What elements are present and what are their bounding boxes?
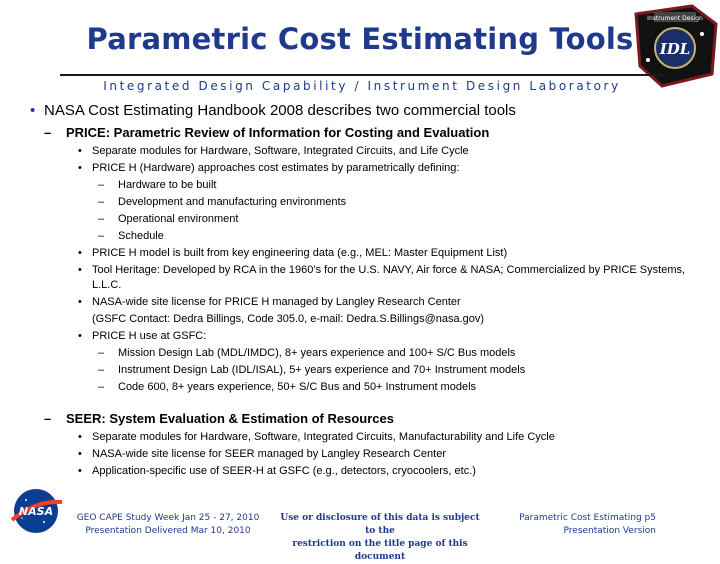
price-bullet: • NASA-wide site license for PRICE H managed by Langley Research Center — [78, 296, 461, 308]
slide-subtitle: Integrated Design Capability / Instrument Design Laboratory — [103, 79, 621, 93]
price-bullet: • PRICE H use at GSFC: — [78, 330, 207, 342]
price-subbullet: – Mission Design Lab (MDL/IMDC), 8+ years experience and 100+ S/C Bus models — [98, 347, 516, 359]
slide-content — [30, 102, 710, 481]
price-heading: – PRICE: Parametric Review of Information for Costing and Evaluation — [44, 125, 490, 140]
intro-bullet: • NASA Cost Estimating Handbook 2008 describes two commercial tools — [30, 102, 516, 119]
seer-bullet: • Separate modules for Hardware, Software, Integrated Circuits, Manufacturability and Life Cycle — [78, 431, 555, 443]
intro-text: NASA Cost Estimating Handbook 2008 describes two commercial tools — [44, 102, 516, 119]
price-subbullet: – Operational environment — [98, 213, 239, 225]
price-bullet-continuation: (GSFC Contact: Dedra Billings, Code 305.0, e-mail: Dedra.S.Billings@nasa.gov) — [92, 313, 485, 325]
price-subbullet: – Hardware to be built — [98, 179, 217, 191]
slide-title: Parametric Cost Estimating Tools — [86, 22, 634, 56]
footer-right: Parametric Cost Estimating p5 Presentation Version — [519, 513, 656, 536]
nasa-logo — [10, 486, 64, 536]
price-subbullet: – Development and manufacturing environments — [98, 196, 347, 208]
svg-text:IDL: IDL — [659, 40, 691, 58]
seer-bullet: • Application-specific use of SEER-H at GSFC (e.g., detectors, cryocoolers, etc.) — [78, 465, 476, 477]
header-rule — [60, 74, 664, 76]
seer-heading: – SEER: System Evaluation & Estimation of Resources — [44, 411, 394, 426]
svg-text:NASA: NASA — [18, 505, 54, 518]
seer-bullet: • NASA-wide site license for SEER managed by Langley Research Center — [78, 448, 447, 460]
price-subbullet: – Instrument Design Lab (IDL/ISAL), 5+ years experience and 70+ Instrument models — [98, 364, 526, 376]
price-bullet: • Tool Heritage: Developed by RCA in the 1960’s for the U.S. NAVY, Air force & NASA; Commercialized by PRICE Systems, L.L.C. — [78, 264, 686, 291]
footer-disclaimer: Use or disclosure of this data is subject to the restriction on the title page of this document — [280, 513, 480, 562]
svg-text:Instrument Design: Instrument Design — [647, 15, 703, 22]
price-bullet: • PRICE H (Hardware) approaches cost estimates by parametrically defining: — [78, 162, 460, 174]
price-subbullet: – Code 600, 8+ years experience, 50+ S/C Bus and 50+ Instrument models — [98, 381, 477, 393]
price-bullet: • PRICE H model is built from key engineering data (e.g., MEL: Master Equipment List) — [78, 247, 508, 259]
price-bullet: • Separate modules for Hardware, Software, Integrated Circuits, and Life Cycle — [78, 145, 469, 157]
footer-left: GEO CAPE Study Week Jan 25 - 27, 2010 Presentation Delivered Mar 10, 2010 — [76, 513, 260, 536]
price-subbullet: – Schedule — [98, 230, 164, 242]
